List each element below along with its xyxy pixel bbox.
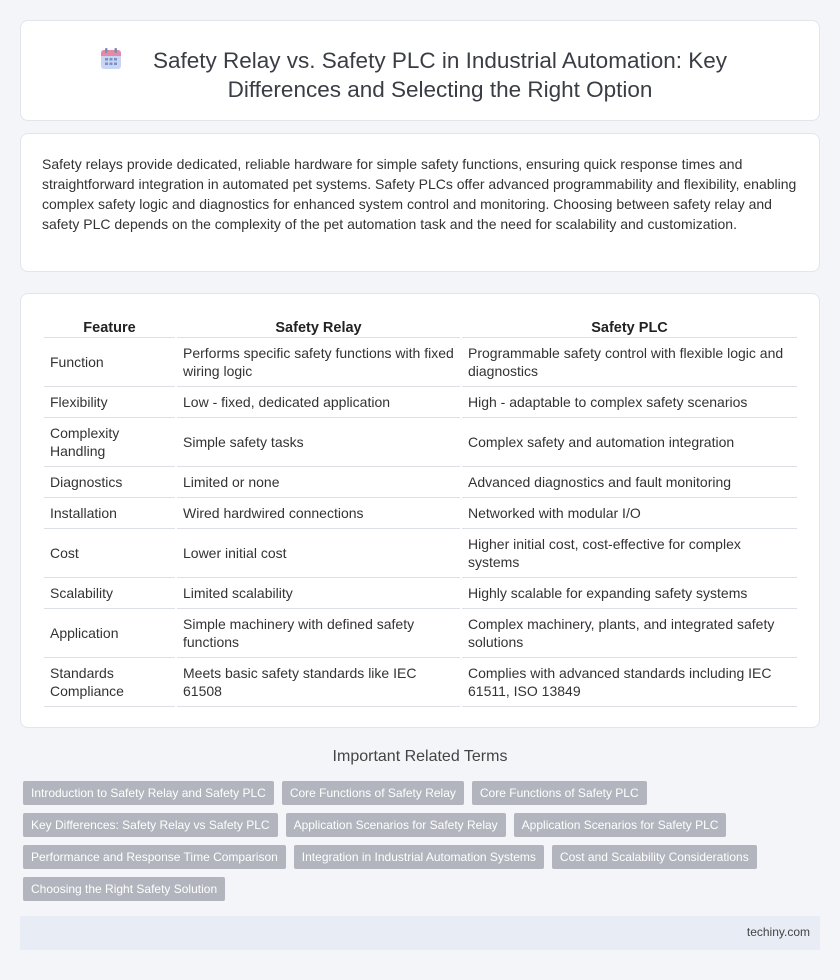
table-row <box>44 529 797 578</box>
table-row <box>44 578 797 609</box>
related-term-tag[interactable]: Integration in Industrial Automation Systems <box>294 845 544 869</box>
feature-cell: Function <box>44 338 175 387</box>
related-term-tag[interactable]: Key Differences: Safety Relay vs Safety PLC <box>23 813 278 837</box>
safety-relay-cell: Simple machinery with defined safety functions <box>177 609 460 658</box>
safety-plc-cell: Complex safety and automation integration <box>462 418 797 467</box>
related-term-tag[interactable]: Introduction to Safety Relay and Safety PLC <box>23 781 274 805</box>
safety-relay-cell: Limited or none <box>177 467 460 498</box>
related-term-tag[interactable]: Cost and Scalability Considerations <box>552 845 757 869</box>
feature-cell: Diagnostics <box>44 467 175 498</box>
title-card <box>20 20 820 121</box>
table-row <box>44 338 797 387</box>
safety-plc-cell: Complies with advanced standards including IEC 61511, ISO 13849 <box>462 658 797 707</box>
intro-paragraph: Safety relays provide dedicated, reliable hardware for simple safety functions, ensuring quick response times and straightforward integration in automated pet systems. Safety PLCs offer advanced programmability and flexibility, enabling complex safety logic and diagnostics for enhanced system control and monitoring. Choosing between safety relay and safety PLC depends on the complexity of the pet automation task and the need for scalability and customization. <box>42 156 797 232</box>
related-terms-tags <box>23 781 803 909</box>
safety-relay-cell: Simple safety tasks <box>177 418 460 467</box>
feature-cell: Installation <box>44 498 175 529</box>
tag-row <box>23 845 803 869</box>
column-header-safety-relay: Safety Relay <box>177 314 460 338</box>
related-term-tag[interactable]: Application Scenarios for Safety PLC <box>514 813 727 837</box>
feature-cell: Cost <box>44 529 175 578</box>
related-term-tag[interactable]: Performance and Response Time Comparison <box>23 845 286 869</box>
page-title: Safety Relay vs. Safety PLC in Industrial Automation: Key Differences and Selecting the Right Option <box>152 48 728 102</box>
safety-plc-cell: Higher initial cost, cost-effective for complex systems <box>462 529 797 578</box>
table-header-row <box>44 314 797 338</box>
feature-cell: Complexity Handling <box>44 418 175 467</box>
intro-card <box>20 133 820 272</box>
safety-relay-cell: Performs specific safety functions with fixed wiring logic <box>177 338 460 387</box>
feature-cell: Standards Compliance <box>44 658 175 707</box>
safety-relay-cell: Low - fixed, dedicated application <box>177 387 460 418</box>
related-term-tag[interactable]: Application Scenarios for Safety Relay <box>286 813 506 837</box>
column-header-safety-plc: Safety PLC <box>462 314 797 338</box>
safety-plc-cell: Networked with modular I/O <box>462 498 797 529</box>
column-header-feature: Feature <box>44 314 175 338</box>
table-row <box>44 609 797 658</box>
related-term-tag[interactable]: Core Functions of Safety PLC <box>472 781 647 805</box>
feature-cell: Scalability <box>44 578 175 609</box>
table-row <box>44 498 797 529</box>
footer <box>20 916 820 950</box>
safety-relay-cell: Lower initial cost <box>177 529 460 578</box>
feature-cell: Application <box>44 609 175 658</box>
table-row <box>44 418 797 467</box>
footer-site-link[interactable]: techiny.com <box>746 925 810 939</box>
table-row <box>44 467 797 498</box>
related-term-tag[interactable]: Choosing the Right Safety Solution <box>23 877 225 901</box>
tag-row <box>23 877 803 901</box>
safety-plc-cell: Highly scalable for expanding safety systems <box>462 578 797 609</box>
safety-plc-cell: Complex machinery, plants, and integrated safety solutions <box>462 609 797 658</box>
comparison-table <box>42 314 799 707</box>
tag-row <box>23 813 803 837</box>
safety-plc-cell: High - adaptable to complex safety scenarios <box>462 387 797 418</box>
safety-relay-cell: Limited scalability <box>177 578 460 609</box>
table-row <box>44 387 797 418</box>
related-terms-title: Important Related Terms <box>332 748 508 765</box>
table-row <box>44 658 797 707</box>
safety-plc-cell: Programmable safety control with flexible logic and diagnostics <box>462 338 797 387</box>
feature-cell: Flexibility <box>44 387 175 418</box>
safety-relay-cell: Meets basic safety standards like IEC 61508 <box>177 658 460 707</box>
safety-relay-cell: Wired hardwired connections <box>177 498 460 529</box>
related-term-tag[interactable]: Core Functions of Safety Relay <box>282 781 464 805</box>
tag-row <box>23 781 803 805</box>
comparison-table-card <box>20 293 820 728</box>
safety-plc-cell: Advanced diagnostics and fault monitoring <box>462 467 797 498</box>
